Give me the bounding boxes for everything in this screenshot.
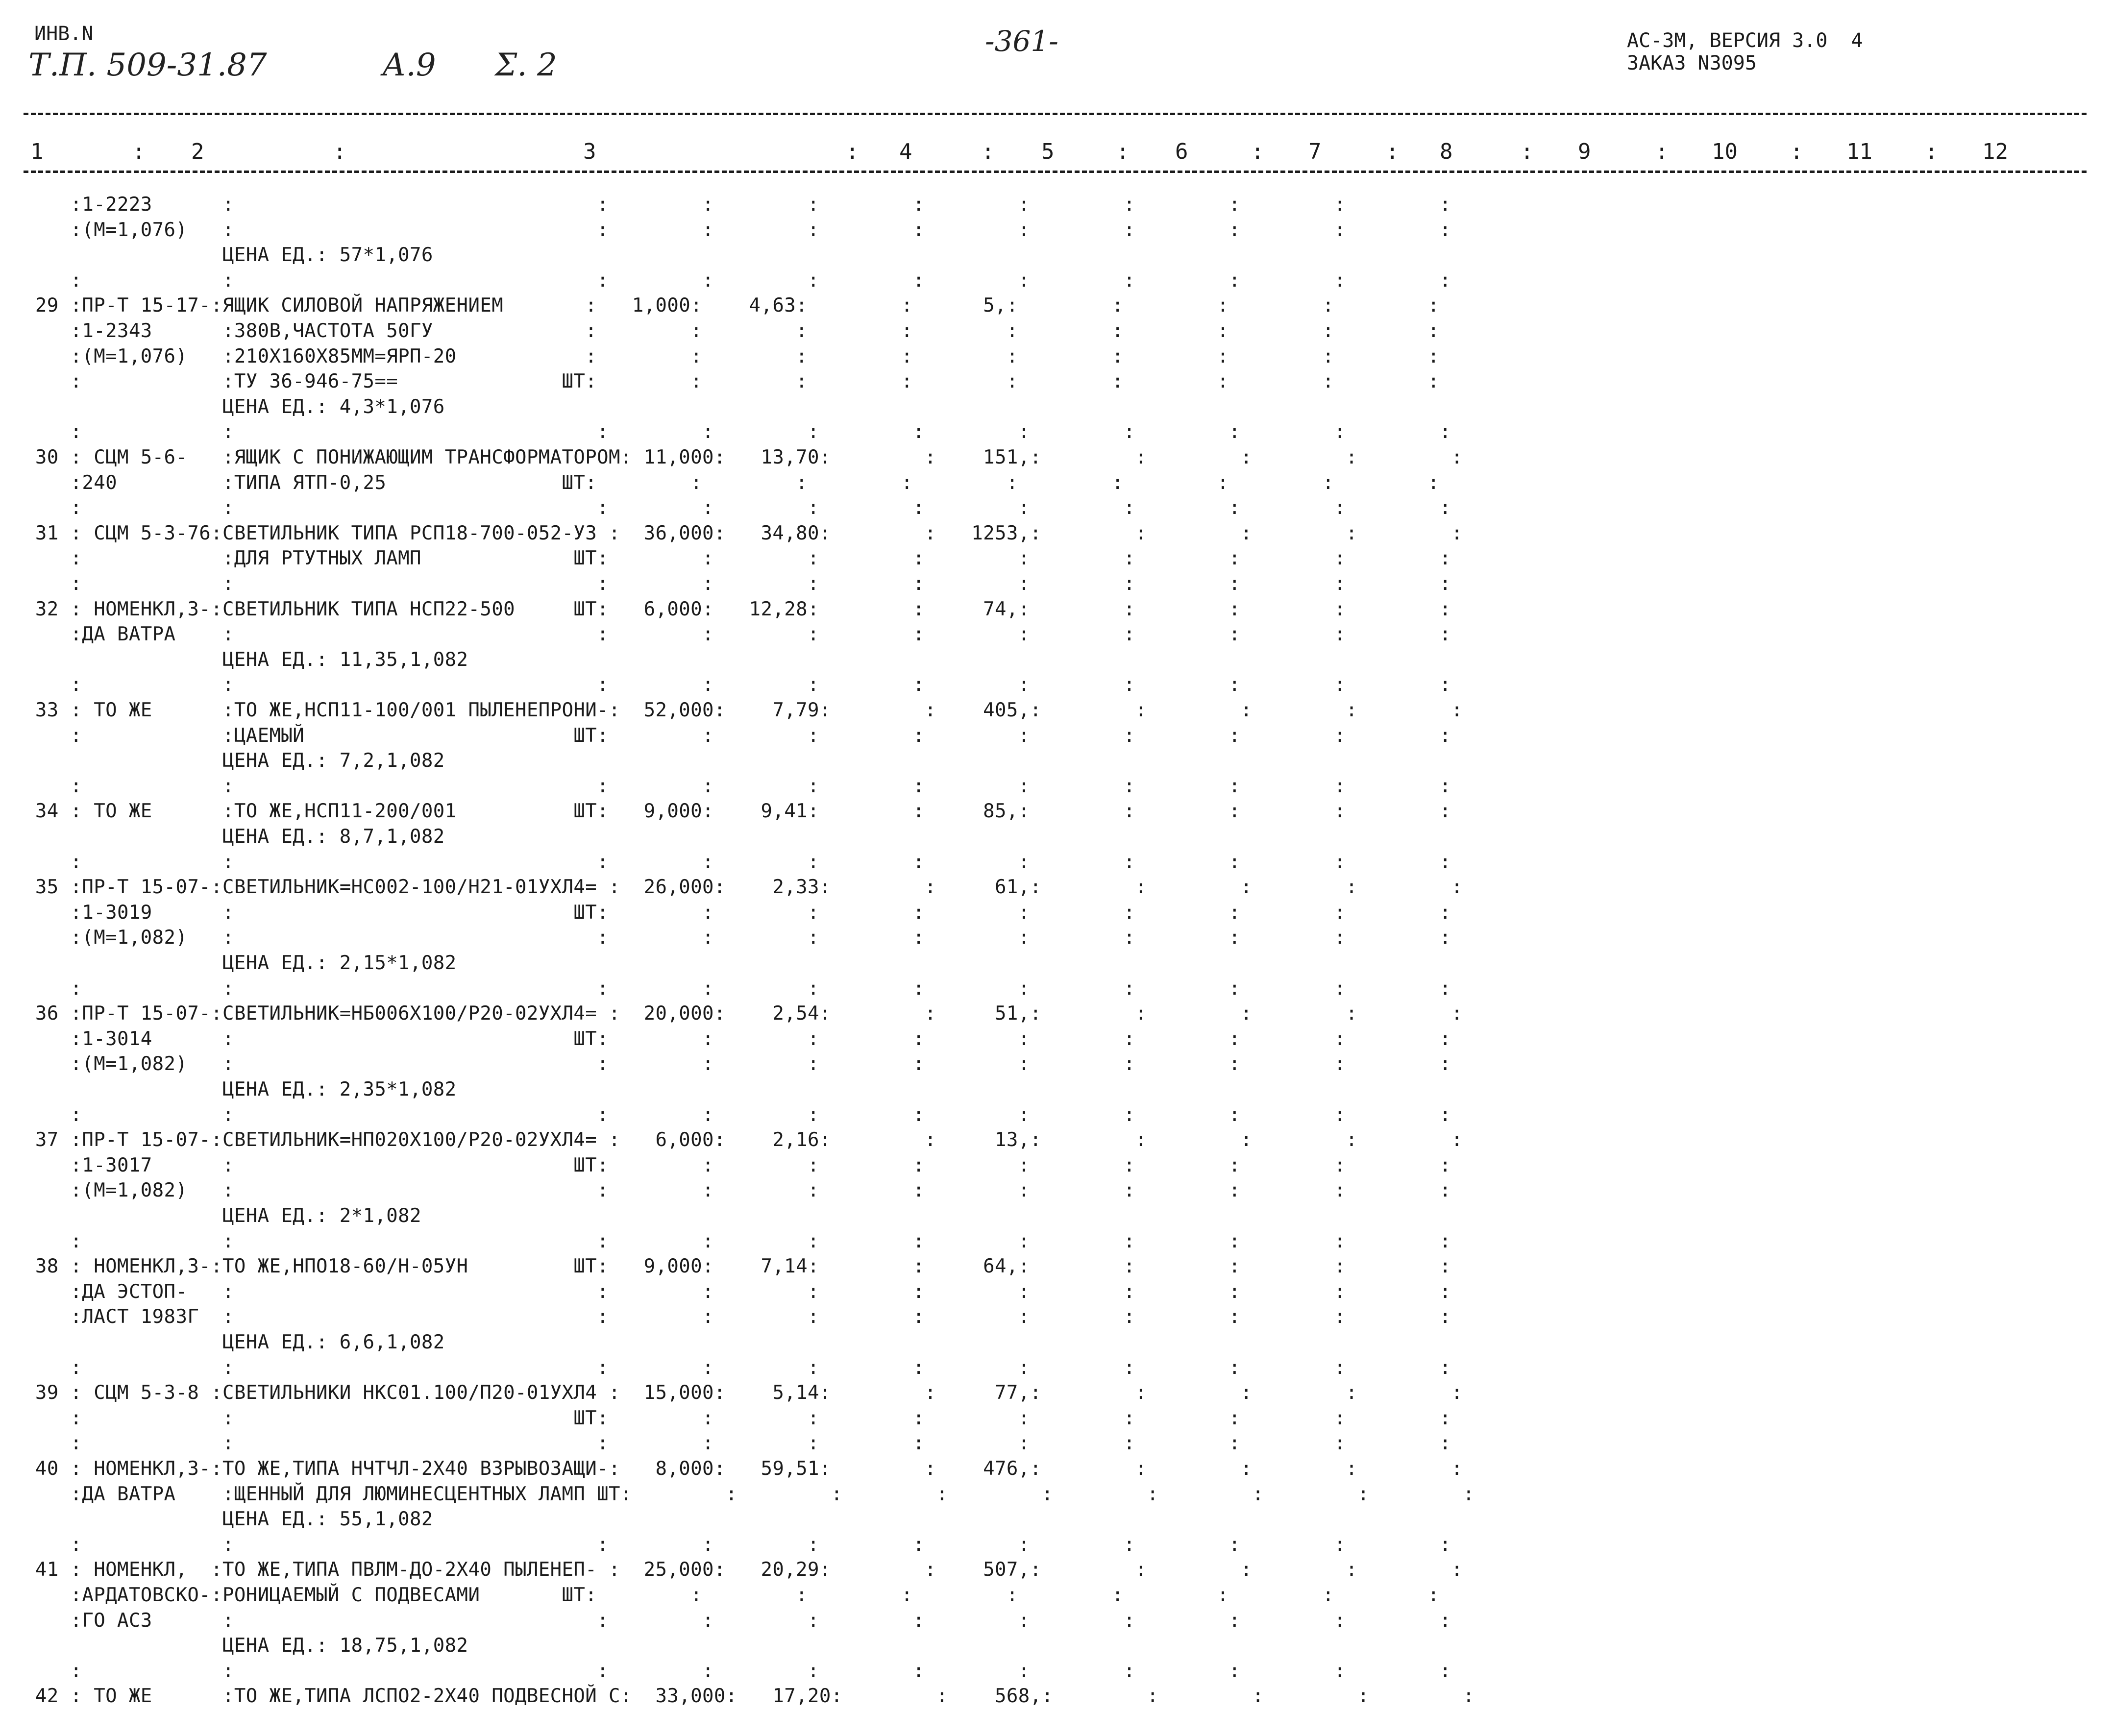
table-line: : : : : : : : : : : : <box>24 497 1451 519</box>
table-line: ЦЕНА ЕД.: 8,7,1,082 <box>24 826 445 848</box>
table-line: : : : : : : : : : : : <box>24 1230 1451 1252</box>
column-header-2: 2 <box>191 139 204 164</box>
column-separator: : <box>333 139 346 164</box>
column-separator: : <box>846 139 859 164</box>
table-line: 41 : НОМЕНКЛ, :ТО ЖЕ,ТИПА ПВЛМ-ДО-2Х40 ПЫЛЕНЕП- : 25,000: 20,29: : 507,: : : : : <box>24 1559 1463 1581</box>
column-separator: : <box>132 139 146 164</box>
table-line: 30 : СЦМ 5-6- :ЯЩИК С ПОНИЖАЮЩИМ ТРАНСФОРМАТОРОМ: 11,000: 13,70: : 151,: : : : : <box>24 446 1463 468</box>
table-line: 40 : НОМЕНКЛ,3-:ТО ЖЕ,ТИПА НЧТЧЛ-2Х40 ВЗРЫВОЗАЩИ-: 8,000: 59,51: : 476,: : : : : <box>24 1458 1463 1480</box>
table-line: ЦЕНА ЕД.: 2,35*1,082 <box>24 1078 457 1100</box>
table-line: : : : : : : : : : : : <box>24 851 1451 873</box>
table-line: : : : : : : : : : : : <box>24 573 1451 595</box>
column-header-12: 12 <box>1982 139 2008 164</box>
system-version: АС-3М, ВЕРСИЯ 3.0 4 <box>1627 29 1863 52</box>
table-line: 34 : ТО ЖЕ :ТО ЖЕ,НСП11-200/001 ШТ: 9,000: 9,41: : 85,: : : : : <box>24 800 1451 823</box>
table-line: : : : : : : : : : : : <box>24 977 1451 1000</box>
table-line: :1-3019 : ШТ: : : : : : : : : <box>24 901 1451 924</box>
table-line: 35 :ПР-Т 15-07-:СВЕТИЛЬНИК=НС002-100/Н21-01УХЛ4= : 26,000: 2,33: : 61,: : : : : <box>24 876 1463 899</box>
table-line: ЦЕНА ЕД.: 11,35,1,082 <box>24 648 468 671</box>
table-line: 29 :ПР-Т 15-17-:ЯЩИК СИЛОВОЙ НАПРЯЖЕНИЕМ : 1,000: 4,63: : 5,: : : : : <box>24 294 1440 317</box>
column-header-4: 4 <box>899 139 912 164</box>
table-line: :ЛАСТ 1983Г : : : : : : : : : : <box>24 1306 1451 1328</box>
table-line: :ДА ЭСТОП- : : : : : : : : : : <box>24 1280 1451 1303</box>
table-line: : :ДЛЯ РТУТНЫХ ЛАМП ШТ: : : : : : : : : <box>24 547 1451 570</box>
table-line: : :ТУ 36-946-75== ШТ: : : : : : : : : <box>24 370 1440 393</box>
table-line: :(М=1,082) : : : : : : : : : : <box>24 1053 1451 1076</box>
table-line: : : : : : : : : : : : <box>24 1660 1451 1682</box>
table-line: :ДА ВАТРА : : : : : : : : : : <box>24 623 1451 646</box>
table-line: 32 : НОМЕНКЛ,3-:СВЕТИЛЬНИК ТИПА НСП22-500 ШТ: 6,000: 12,28: : 74,: : : : : <box>24 598 1451 620</box>
table-line: :240 :ТИПА ЯТП-0,25 ШТ: : : : : : : : : <box>24 471 1440 494</box>
table-line: :(М=1,082) : : : : : : : : : : <box>24 927 1451 949</box>
handwritten-album: А.9 <box>382 47 436 83</box>
table-line: 37 :ПР-Т 15-07-:СВЕТИЛЬНИК=НП020Х100/Р20-02УХЛ4= : 6,000: 2,16: : 13,: : : : : <box>24 1129 1463 1151</box>
table-line: :1-3014 : ШТ: : : : : : : : : <box>24 1027 1451 1050</box>
table-line: 33 : ТО ЖЕ :ТО ЖЕ,НСП11-100/001 ПЫЛЕНЕПРОНИ-: 52,000: 7,79: : 405,: : : : : <box>24 699 1463 721</box>
column-header-11: 11 <box>1846 139 1872 164</box>
table-line: 42 : ТО ЖЕ :ТО ЖЕ,ТИПА ЛСПО2-2Х40 ПОДВЕСНОЙ С: 33,000: 17,20: : 568,: : : : : <box>24 1685 1475 1708</box>
table-line: : : : : : : : : : : : <box>24 1533 1451 1556</box>
table-line: ЦЕНА ЕД.: 55,1,082 <box>24 1508 433 1531</box>
table-line: 39 : СЦМ 5-3-8 :СВЕТИЛЬНИКИ НКС01.100/П20-01УХЛ4 : 15,000: 5,14: : 77,: : : : : <box>24 1382 1463 1404</box>
table-line: ЦЕНА ЕД.: 18,75,1,082 <box>24 1635 468 1657</box>
table-line: :1-2343 :380В,ЧАСТОТА 50ГУ : : : : : : : : : <box>24 320 1440 342</box>
table-line: 31 : СЦМ 5-3-76:СВЕТИЛЬНИК ТИПА РСП18-700-052-У3 : 36,000: 34,80: : 1253,: : : : : <box>24 522 1463 544</box>
column-header-1: 1 <box>30 139 44 164</box>
inventory-label: ИНВ.N <box>34 23 94 45</box>
column-header-10: 10 <box>1712 139 1738 164</box>
header-bottom-rule <box>24 171 2087 173</box>
table-line: 38 : НОМЕНКЛ,3-:ТО ЖЕ,НПО18-60/Н-05УН ШТ: 9,000: 7,14: : 64,: : : : : <box>24 1255 1451 1278</box>
order-number: ЗАКАЗ N3095 <box>1627 52 1757 74</box>
handwritten-project-code: Т.П. 509-31.87 <box>28 47 267 83</box>
table-line: : : : : : : : : : : : <box>24 269 1451 292</box>
table-line: ЦЕНА ЕД.: 2,15*1,082 <box>24 952 457 974</box>
column-separator: : <box>1790 139 1803 164</box>
table-line: :ДА ВАТРА :ЩЕННЫЙ ДЛЯ ЛЮМИНЕСЦЕНТНЫХ ЛАМП ШТ: : : : : : : : : <box>24 1483 1475 1505</box>
table-line: :ГО АСЗ : : : : : : : : : : <box>24 1609 1451 1632</box>
column-separator: : <box>1925 139 1938 164</box>
table-line: : : ШТ: : : : : : : : : <box>24 1407 1451 1429</box>
column-separator: : <box>1386 139 1399 164</box>
table-line: ЦЕНА ЕД.: 7,2,1,082 <box>24 750 445 772</box>
table-line: ЦЕНА ЕД.: 4,3*1,076 <box>24 395 445 418</box>
column-separator: : <box>982 139 995 164</box>
table-line: : : : : : : : : : : : <box>24 1356 1451 1379</box>
table-line: : : : : : : : : : : : <box>24 421 1451 443</box>
column-header-7: 7 <box>1308 139 1322 164</box>
table-line: :(М=1,076) :210Х160Х85ММ=ЯРП-20 : : : : : : : : : <box>24 345 1440 367</box>
table-line: ЦЕНА ЕД.: 57*1,076 <box>24 244 433 267</box>
table-line: : :ЦАЕМЫЙ ШТ: : : : : : : : : <box>24 724 1451 747</box>
table-line: : : : : : : : : : : : <box>24 674 1451 696</box>
table-line: ЦЕНА ЕД.: 2*1,082 <box>24 1205 421 1227</box>
column-header-8: 8 <box>1440 139 1453 164</box>
table-line: : : : : : : : : : : : <box>24 775 1451 797</box>
table-line: 36 :ПР-Т 15-07-:СВЕТИЛЬНИК=НБ006Х100/Р20-02УХЛ4= : 20,000: 2,54: : 51,: : : : : <box>24 1002 1463 1025</box>
column-separator: : <box>1521 139 1534 164</box>
handwritten-part: Σ. 2 <box>495 47 557 83</box>
table-line: :1-2223 : : : : : : : : : : <box>24 194 1451 216</box>
column-header-9: 9 <box>1578 139 1591 164</box>
table-line: ЦЕНА ЕД.: 6,6,1,082 <box>24 1331 445 1353</box>
column-separator: : <box>1116 139 1130 164</box>
table-line: : : : : : : : : : : : <box>24 1432 1451 1455</box>
column-header-6: 6 <box>1175 139 1188 164</box>
column-separator: : <box>1655 139 1669 164</box>
header-top-rule <box>24 113 2087 115</box>
column-separator: : <box>1251 139 1264 164</box>
column-header-5: 5 <box>1041 139 1055 164</box>
table-line: : : : : : : : : : : : <box>24 1103 1451 1126</box>
table-line: :1-3017 : ШТ: : : : : : : : : <box>24 1154 1451 1176</box>
page-number: -361- <box>985 24 1058 58</box>
column-header-3: 3 <box>583 139 596 164</box>
table-line: :АРДАТОВСКО-:РОНИЦАЕМЫЙ С ПОДВЕСАМИ ШТ: : : : : : : : : <box>24 1584 1440 1606</box>
table-line: :(М=1,082) : : : : : : : : : : <box>24 1179 1451 1202</box>
table-line: :(М=1,076) : : : : : : : : : : <box>24 219 1451 241</box>
